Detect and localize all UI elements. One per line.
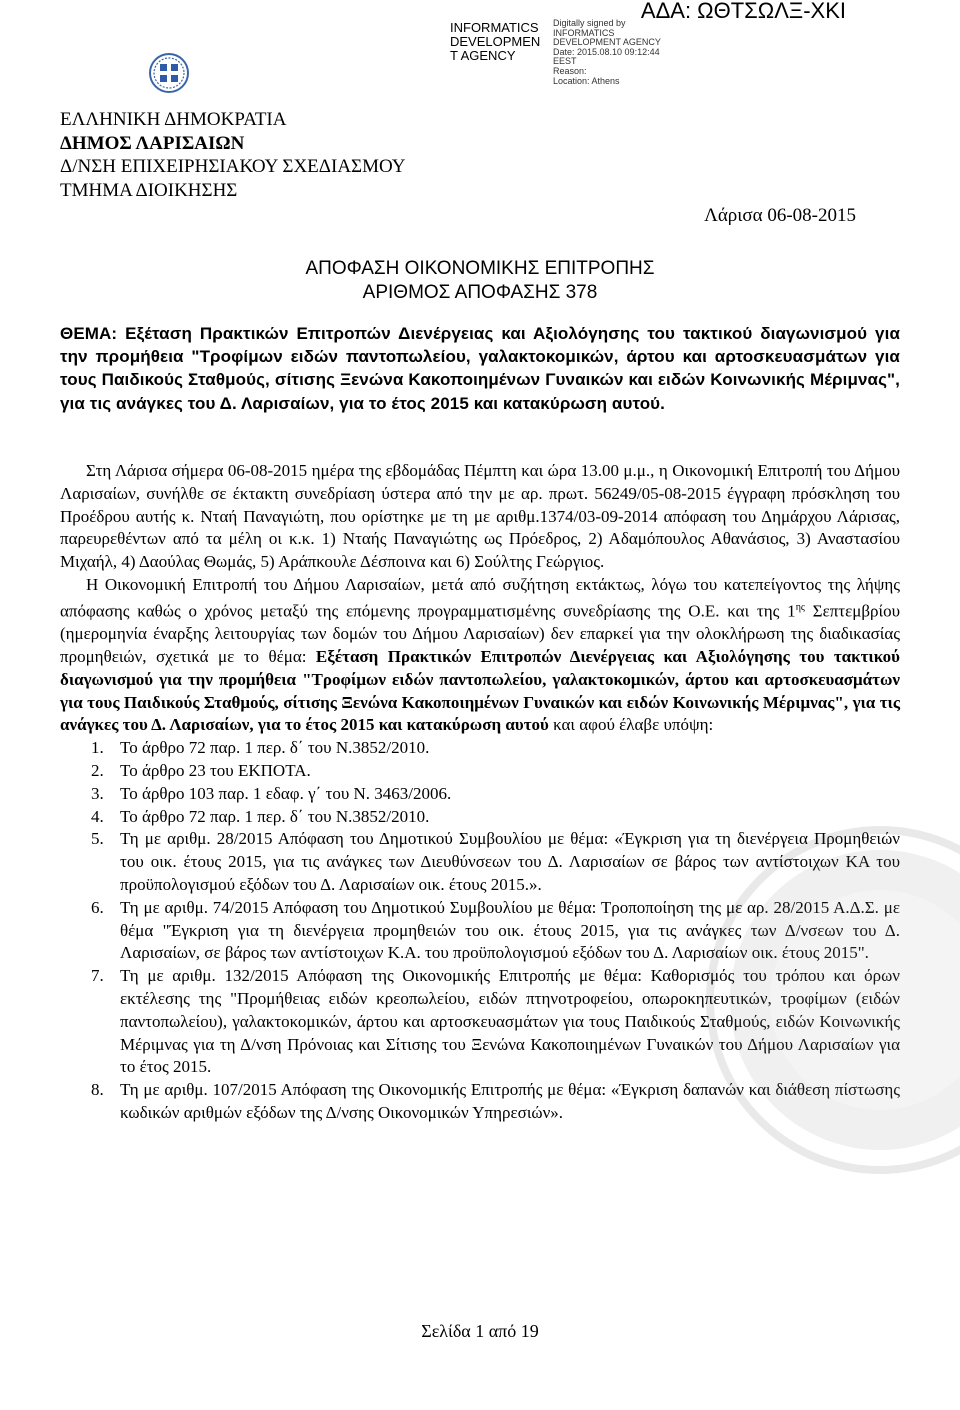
issuer-header	[60, 108, 406, 202]
ordinal-suffix: ης	[795, 601, 805, 613]
signature-line: Reason:	[553, 65, 587, 76]
list-text: Τη με αριθμ. 28/2015 Απόφαση του Δημοτικού Συμβουλίου με θέμα: «Έγκριση για τη διενέργεια Προμηθειών του οικ. έτους 2015, για τις ανάγκες των Διευθύνσεων του Δ. Λαρισαίων σε βάρος των αντίστοιχων ΚΑ του προϋπολογισμού εξόδων του Δ. Λαρισαίων οικ. έτους 2015.».	[120, 829, 900, 894]
subject-paragraph: ΘΕΜΑ: Εξέταση Πρακτικών Επιτροπών Διενέργειας και Αξιολόγησης του τακτικού διαγωνισμού για την προμήθεια "Τροφίμων ειδών παντοπωλείου, γαλακτοκομικών, άρτου και αρτοσκευασμάτων για τους Παιδικούς Σταθμούς, σίτισης Ξενώνα Κακοποιημένων Γυναικών και ειδών Κοινωνικής Μέριμνας", για τις ανάγκες του Δ. Λαρισαίων, για το έτος 2015 και κατακύρωση αυτού.	[60, 324, 900, 413]
coin-watermark-icon	[700, 820, 960, 1180]
list-item	[60, 760, 900, 783]
page-number: Σελίδα 1 από 19	[421, 1321, 539, 1341]
signature-line: DEVELOPMENT AGENCY	[553, 37, 661, 48]
list-number: 5.	[91, 829, 104, 849]
list-item	[60, 737, 900, 760]
list-text: Τη με αριθμ. 132/2015 Απόφαση της Οικονομικής Επιτροπής με θέμα: Καθορισμός του τρόπου και όρων εκτέλεσης της "Προμήθειας ειδών κρεοπωλείου, ειδών πτηνοτροφείου, οπωροκηπευτικών, τροφίμων (ειδών παντοπωλείου), γαλακτοκομικών, άρτου και αρτοσκευασμάτων για τους Παιδικούς Σταθμούς, ειδών Κοινωνικής Μέριμνας για τη Δ/νση Πρόνοιας και Σίτισης του Ξενώνα Κακοποιημένων Γυναικών του Δήμου Λαρισαίων για το έτος 2015.	[120, 966, 900, 1077]
list-text: Το άρθρο 23 του ΕΚΠΟΤΑ.	[120, 761, 311, 781]
list-text: Το άρθρο 103 παρ. 1 εδαφ. γ΄ του Ν. 3463/2006.	[120, 783, 452, 803]
list-text: Τη με αριθμ. 74/2015 Απόφαση του Δημοτικού Συμβουλίου με θέμα: Τροποποίηση της με αρ. 28/2015 Α.Δ.Σ. με θέμα "Έγκριση για τη διενέργεια προμηθειών του οικ. έτους 2015, για τις ανάγκες των Δ/νσεων του Δ. Λαρισαίων, σε βάρος των αντίστοιχων Κ.Α. του προϋπολογισμού εξόδων του Δ. Λαρισαίων οικ. έτους 2015".	[120, 897, 900, 963]
list-number: 8.	[91, 1080, 104, 1100]
meeting-paragraph: Στη Λάρισα σήμερα 06-08-2015 ημέρα της εβδομάδας Πέμπτη και ώρα 13.00 μ.μ., η Οικονομική Επιτροπή του Δήμου Λαρισαίων, συνήλθε σε έκτακτη συνεδρίαση ύστερα από την με αρ. πρωτ. 56249/05-08-2015 έγγραφη πρόσκληση του Προέδρου αυτής κ. Νταή Παναγιώτη, που ορίστηκε με τη με αριθμ.1374/03-09-2014 απόφαση του Δημάρχου Λάρισας, παρευρεθέντων από τα μέλη οι κ.κ. 1) Νταής Παναγιώτης ως Πρόεδρος, 2) Αδαμόπουλος Αθανάσιος, 3) Αναστασίου Μιχαήλ, 4) Δαούλας Θωμάς, 5) Αράπκουλε Δέσποινα και 6) Σούλτης Γεώργιος.	[60, 461, 900, 572]
list-number: 6.	[91, 897, 104, 917]
header-directorate: Δ/ΝΣΗ ΕΠΙΧΕΙΡΗΣΙΑΚΟΥ ΣΧΕΔΙΑΣΜΟΥ	[60, 156, 406, 177]
document-date: Λάρισα 06-08-2015	[704, 205, 856, 226]
ada-code: ΑΔΑ: ΩΘΤΣΩΛΞ-ΧΚΙ	[640, 0, 846, 23]
signature-line: EEST	[553, 56, 577, 67]
list-text: Τη με αριθμ. 107/2015 Απόφαση της Οικονομικής Επιτροπής με θέμα: «Έγκριση δαπανών και διάθεση πίστωσης κωδικών αριθμών εξόδων της Δ/νσης Οικονομικών Υπηρεσιών».	[120, 1080, 900, 1122]
title-line: ΑΠΟΦΑΣΗ ΟΙΚΟΝΟΜΙΚΗΣ ΕΠΙΤΡΟΠΗΣ	[305, 258, 655, 279]
signature-line: Date: 2015.08.10 09:12:44	[553, 46, 660, 57]
digital-signature-details	[553, 19, 673, 86]
header-municipality: ΔΗΜΟΣ ΛΑΡΙΣΑΙΩΝ	[60, 132, 245, 154]
decision-number: ΑΡΙΘΜΟΣ ΑΠΟΦΑΣΗΣ 378	[362, 282, 598, 303]
list-number: 4.	[91, 806, 104, 826]
list-text: Το άρθρο 72 παρ. 1 περ. δ΄ του Ν.3852/2010.	[120, 806, 430, 826]
list-number: 2.	[91, 761, 104, 781]
list-text: Το άρθρο 72 παρ. 1 περ. δ΄ του Ν.3852/2010.	[120, 738, 430, 758]
list-number: 1.	[91, 738, 104, 758]
signature-line: INFORMATICS	[553, 27, 615, 38]
header-country: ΕΛΛΗΝΙΚΗ ΔΗΜΟΚΡΑΤΙΑ	[60, 109, 287, 130]
bold-subject: Εξέταση Πρακτικών Επιτροπών Διενέργειας και Αξιολόγησης του τακτικού διαγωνισμού για την προμήθεια "Τροφίμων ειδών παντοπωλείου, γαλακτοκομικών, άρτου και αρτοσκευασμάτων για τους Παιδικούς Σταθμούς, σίτισης Ξενώνα Κακοποιημένων Γυναικών και ειδών Κοινωνικής Μέριμνας", για τις ανάγκες του Δ. Λαρισαίων, για το έτος 2015 και κατακύρωση αυτού	[60, 647, 900, 735]
paragraph-text: Η Οικονομική Επιτροπή του Δήμου Λαρισαίων, μετά από συζήτηση εκτάκτως, λόγω του κατεπείγοντος της λήψης απόφασης καθώς ο χρόνος μεταξύ της επόμενης προγραμματισμένης συνεδρίασης της Ο.Ε. και της 1	[60, 574, 900, 621]
greek-emblem-icon	[148, 52, 190, 94]
decision-paragraph	[60, 574, 900, 737]
list-number: 3.	[91, 783, 104, 803]
list-number: 7.	[91, 966, 104, 986]
list-item	[60, 783, 900, 806]
paragraph-text: Σεπτεμβρίου (ημερομηνία έναρξης λειτουργίας των δομών του Δήμου Λαρισαίων) δεν επαρκεί για την ολοκλήρωση της διαδικασίας προμηθειών, σχετικά με το θέμα:	[60, 601, 901, 667]
signature-line: Digitally signed by	[553, 18, 626, 28]
signature-organization: INFORMATICS DEVELOPMEN T AGENCY	[450, 20, 541, 63]
paragraph-text: και αφού έλαβε υπόψη:	[548, 715, 714, 735]
document-title	[60, 257, 900, 305]
signature-line: Location: Athens	[553, 75, 620, 86]
header-department: ΤΜΗΜΑ ΔΙΟΙΚΗΣΗΣ	[60, 179, 238, 201]
